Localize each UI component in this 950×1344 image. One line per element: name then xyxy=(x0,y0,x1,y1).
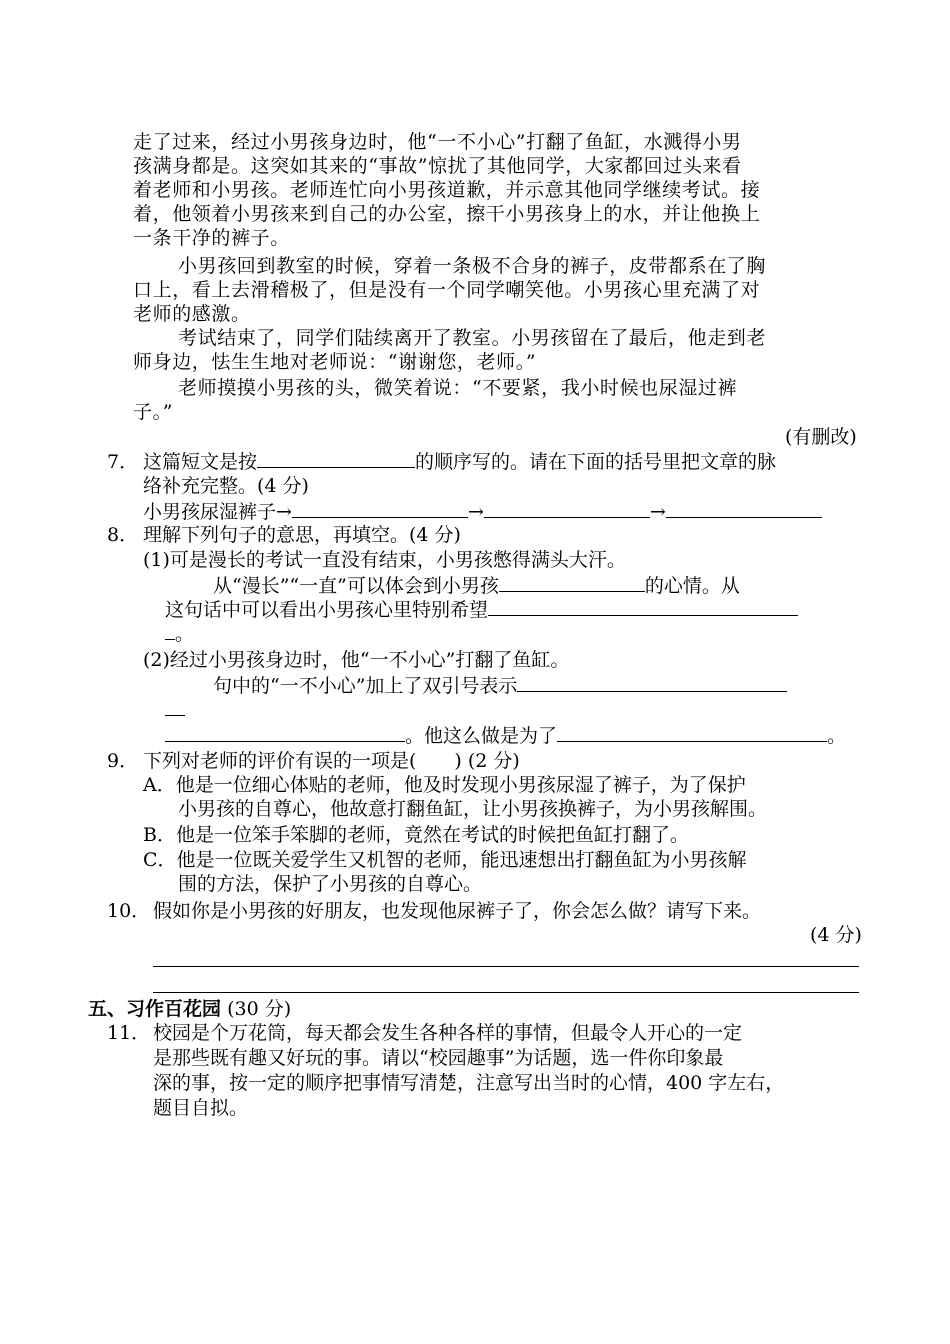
q10-answer-line[interactable] xyxy=(153,966,859,967)
q8-1-line2: 这句话中可以看出小男孩心里特别希望 xyxy=(165,598,798,622)
q9-number: 9． xyxy=(107,750,139,772)
q11-line: 题目自拟。 xyxy=(153,1097,249,1119)
q11-line: 是那些既有趣又好玩的事。请以“校园趣事”为话题，选一件你印象最 xyxy=(153,1047,724,1069)
q7-text-line2: 络补充完整。(4 分) xyxy=(143,475,309,497)
passage-line: 着老师和小男孩。老师连忙向小男孩道歉，并示意其他同学继续考试。接 xyxy=(133,179,761,201)
q11-line: 校园是个万花筒，每天都会发生各种各样的事情，但最令人开心的一定 xyxy=(153,1022,743,1044)
q8-sentence-2: (2)经过小男孩身边时，他“一不小心”打翻了鱼缸。 xyxy=(143,649,570,671)
q8-1-line1: 从“漫长”“一直”可以体会到小男孩 的心情。从 xyxy=(213,575,740,597)
passage-line: 口上，看上去滑稽极了，但是没有一个同学嘲笑他。小男孩心里充满了对 xyxy=(133,279,761,301)
q8-text: 理解下列句子的意思，再填空。(4 分) xyxy=(143,524,461,546)
passage-line: 子。” xyxy=(133,401,174,423)
q8-1-hope-blank[interactable] xyxy=(488,598,798,616)
q9-option-a-cont: 小男孩的自尊心，他故意打翻鱼缸，让小男孩换裤子，为小男孩解围。 xyxy=(178,798,768,820)
arrow-icon: → xyxy=(649,501,666,523)
section-5-title: 五、习作百花园 xyxy=(88,998,222,1020)
q8-2-line2 xyxy=(165,698,185,722)
source-note: (有删改) xyxy=(785,426,857,448)
q9-option-b[interactable]: B．他是一位笨手笨脚的老师，竟然在考试的时候把鱼缸打翻了。 xyxy=(143,824,689,846)
q8-1-feeling-blank[interactable] xyxy=(499,574,645,592)
q7-chain xyxy=(143,500,822,524)
q7-number: 7． xyxy=(107,451,139,473)
arrow-icon: → xyxy=(467,501,484,523)
passage-line: 师身边，怯生生地对老师说：“谢谢您，老师。” xyxy=(133,351,537,373)
passage-line: 一条干净的裤子。 xyxy=(133,227,290,249)
q8-1-hope-blank-cont[interactable] xyxy=(165,622,175,640)
q10-text: 假如你是小男孩的好朋友，也发现他尿裤子了，你会怎么做？请写下来。 xyxy=(153,900,762,922)
passage-line: 老师的感激。 xyxy=(133,303,251,325)
arrow-icon: → xyxy=(276,501,292,523)
q7-chain-start: 小男孩尿湿裤子 xyxy=(143,501,277,523)
q8-2-line1: 句中的“一不小心”加上了双引号表示 xyxy=(213,674,787,698)
q7-text: 这篇短文是按 的顺序写的。请在下面的括号里把文章的脉 xyxy=(143,451,777,473)
q8-2-line3: 。他这么做是为了 。 xyxy=(165,724,846,748)
section-5-heading xyxy=(88,997,291,1021)
section-5-score: (30 分) xyxy=(227,998,292,1020)
q9-text: 下列对老师的评价有误的一项是( ) (2 分) xyxy=(143,750,520,772)
passage-line: 着，他领着小男孩来到自己的办公室，擦干小男孩身上的水，并让他换上 xyxy=(133,203,761,225)
q8-2-purpose-blank[interactable] xyxy=(557,724,827,742)
passage-line: 走了过来，经过小男孩身边时，他“一不小心”打翻了鱼缸，水溅得小男 xyxy=(133,131,742,153)
q11-line: 深的事，按一定的顺序把事情写清楚，注意写出当时的心情，400 字左右， xyxy=(153,1072,785,1094)
q8-2-meaning-blank[interactable] xyxy=(517,674,787,692)
q10-answer-line[interactable] xyxy=(153,992,859,993)
q10-score: (4 分) xyxy=(810,924,862,946)
passage-line: 考试结束了，同学们陆续离开了教室。小男孩留在了最后，他走到老 xyxy=(178,327,767,349)
q9-option-c[interactable]: C．他是一位既关爱学生又机智的老师，能迅速想出打翻鱼缸为小男孩解 xyxy=(143,849,747,871)
q7-chain-blank[interactable] xyxy=(484,500,650,518)
q7-chain-blank[interactable] xyxy=(292,500,468,518)
q11-number: 11． xyxy=(107,1022,151,1044)
q10-number: 10． xyxy=(107,900,151,922)
passage-line: 小男孩回到教室的时候，穿着一条极不合身的裤子，皮带都系在了胸 xyxy=(178,255,767,277)
q8-number: 8． xyxy=(107,524,139,546)
q8-sentence-1: (1)可是漫长的考试一直没有结束，小男孩憋得满头大汗。 xyxy=(143,549,626,571)
q9-option-a[interactable]: A．他是一位细心体贴的老师，他及时发现小男孩尿湿了裤子，为了保护 xyxy=(143,774,746,796)
q7-chain-blank[interactable] xyxy=(666,500,822,518)
q9-option-c-cont: 围的方法，保护了小男孩的自尊心。 xyxy=(178,873,483,895)
passage-line: 老师摸摸小男孩的头，微笑着说：“不要紧，我小时候也尿湿过裤 xyxy=(178,377,738,399)
q7-order-blank[interactable] xyxy=(257,450,415,468)
q8-2-meaning-blank-cont[interactable] xyxy=(165,698,185,716)
q8-2-meaning-blank-end[interactable] xyxy=(165,724,405,742)
passage-line: 孩满身都是。这突如其来的“事故”惊扰了其他同学，大家都回过头来看 xyxy=(133,155,742,177)
q8-1-line3: 。 xyxy=(165,622,194,646)
